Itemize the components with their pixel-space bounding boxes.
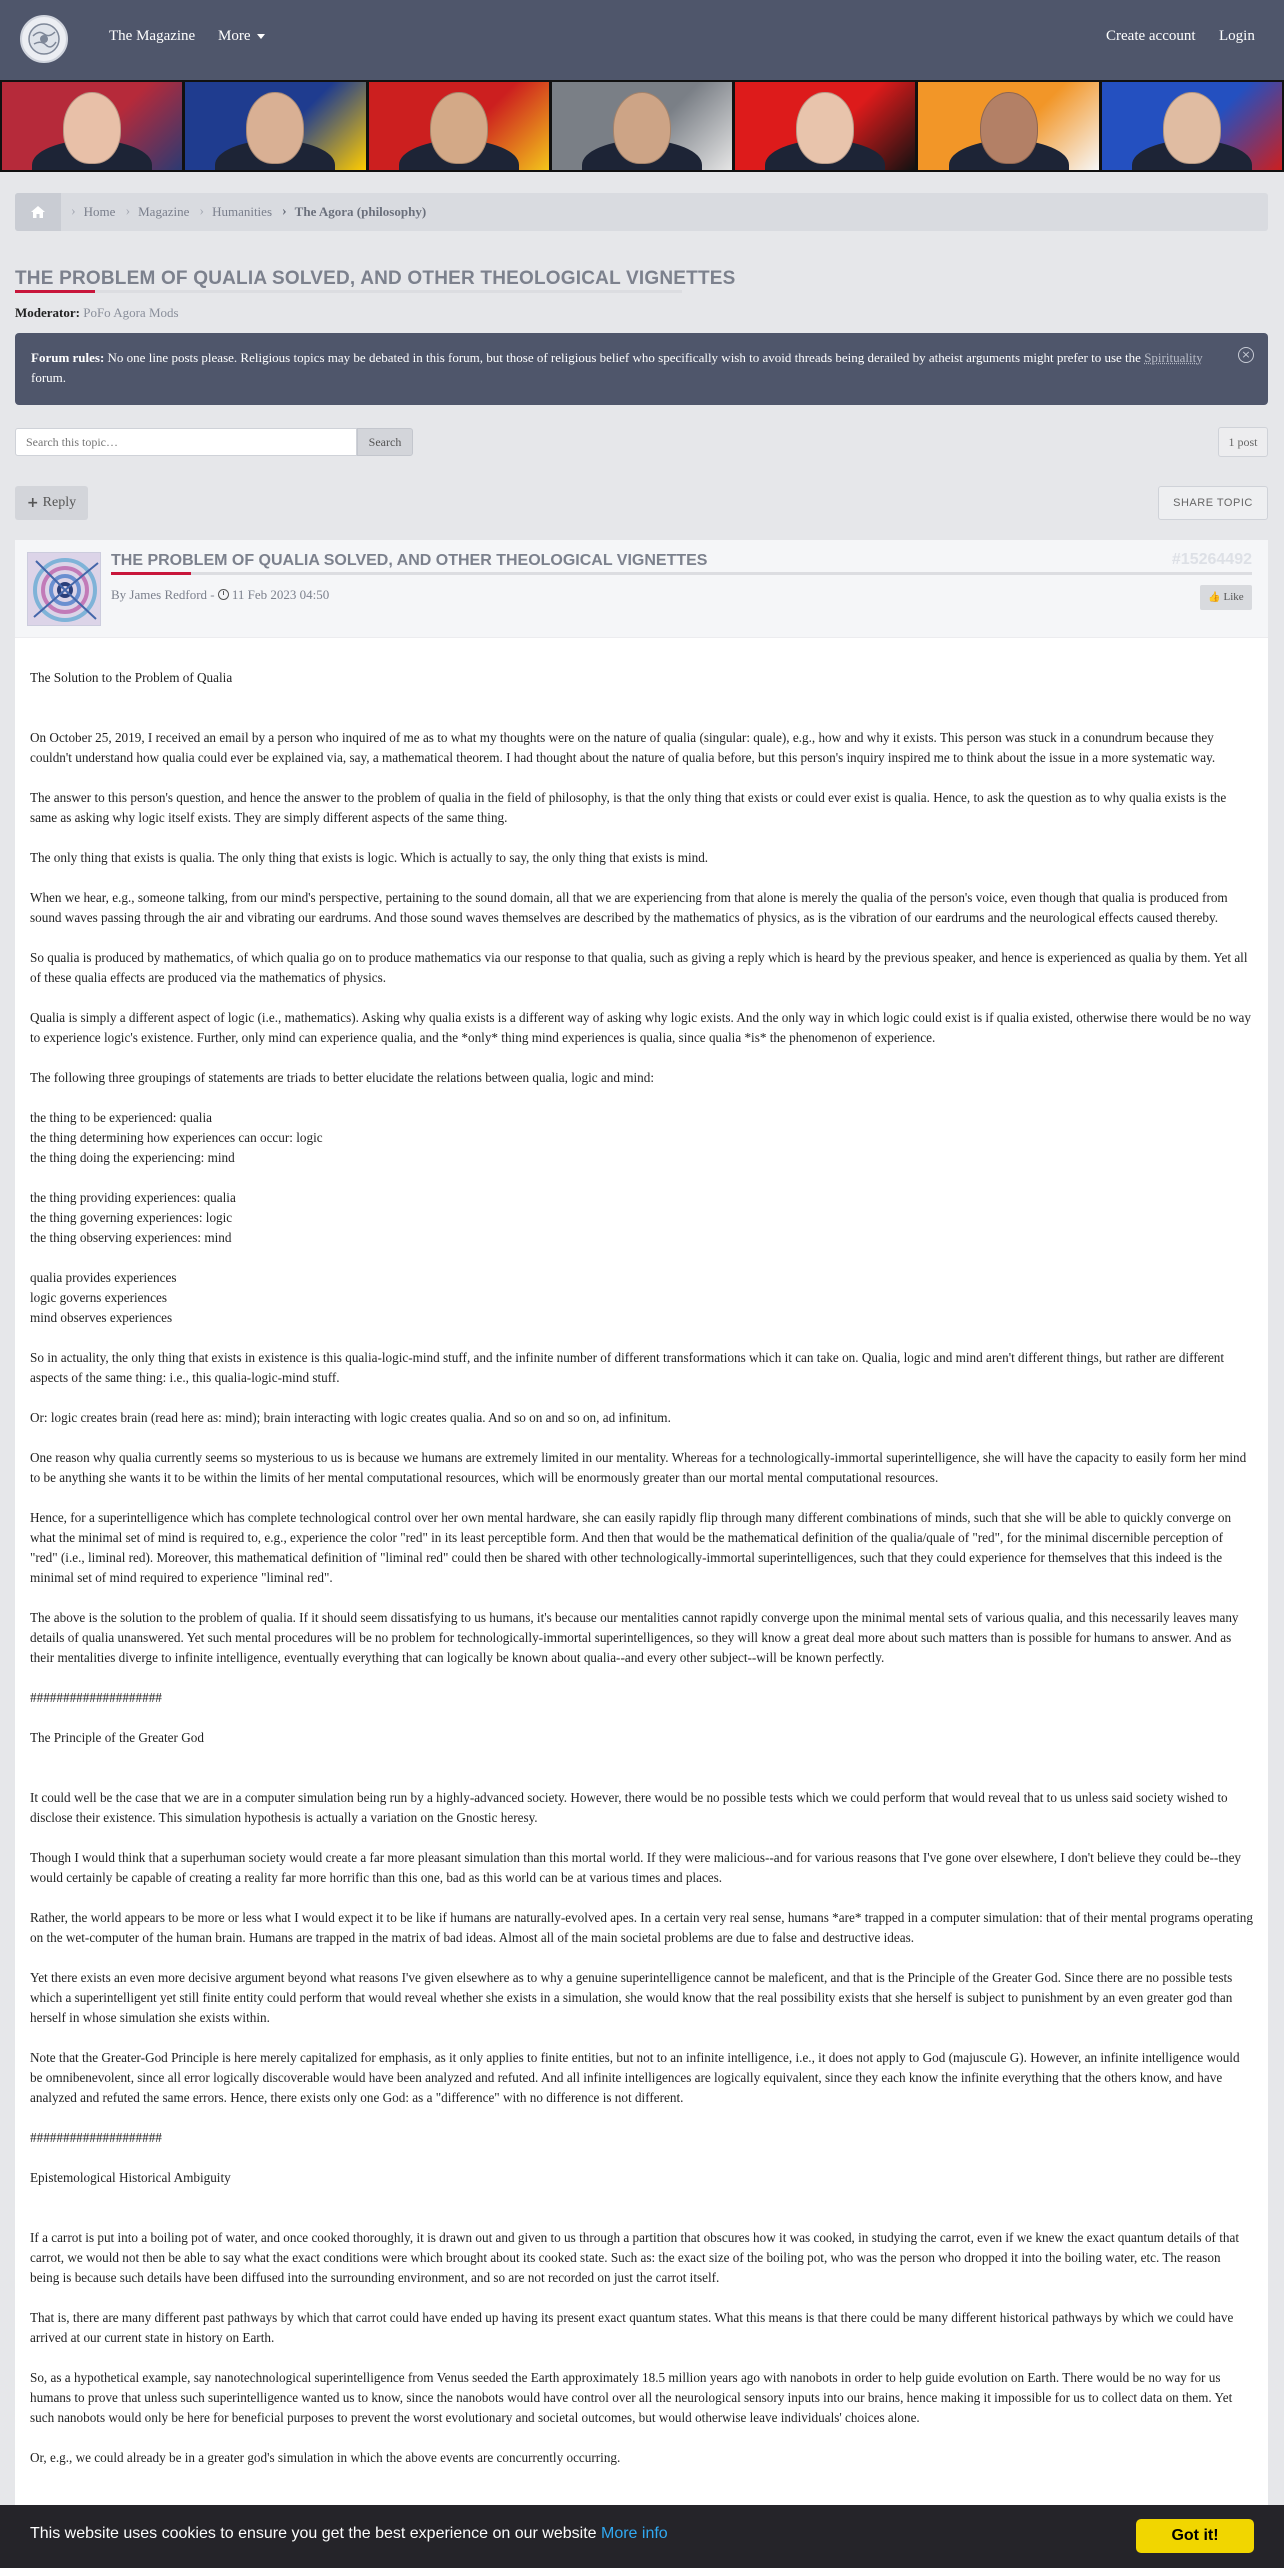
post-paragraph: If a carrot is put into a boiling pot of water, and once cooked thoroughly, it is drawn out and given to us through a partition that obscures how it was cooked, in studying the carrot, even if we knew the exact quantum details of that carrot, we would not then be able to say what the exact conditions were which brought about its cooked state. Such as: the exact size of the boiling pot, who was the person who dropped it into the boiling water, etc. The reason being is because such details have been diffused into the surrounding environment, and so are not recorded on just the carrot itself. (30, 2230, 1239, 2285)
like-label: Like (1223, 591, 1244, 603)
forum-rules-label: Forum rules: (31, 350, 105, 365)
breadcrumb-item[interactable] (125, 204, 189, 220)
breadcrumb-item[interactable] (199, 204, 272, 220)
clock-icon (218, 589, 229, 600)
moderator-link[interactable]: PoFo Agora Mods (83, 305, 179, 320)
triad-line: logic governs experiences (30, 1290, 167, 1305)
triad-line: the thing observing experiences: mind (30, 1230, 232, 1245)
post-paragraph: Note that the Greater-God Principle is here merely capitalized for emphasis, as it only applies to finite entities, but not to an infinite intelligence, i.e., it does not apply to God (majuscule G). However, an infinite intelligence would be omnibenevolent, since all error logically discoverable would have been analyzed and refuted. And all infinite intelligences are logically equivalent, since they each know the infinite everything that the others know, and have analyzed and refuted the same errors. Hence, there exists only one God: as a "difference" with no difference is not different. (30, 2050, 1240, 2105)
banner-portrait (735, 82, 915, 170)
login-link[interactable]: Login (1219, 28, 1255, 44)
page-title[interactable]: THE PROBLEM OF QUALIA SOLVED, AND OTHER THEOLOGICAL VIGNETTES (15, 268, 736, 289)
triad-line: mind observes experiences (30, 1310, 173, 1325)
breadcrumb-item-current[interactable] (282, 204, 426, 220)
triad-group (30, 1108, 1253, 1168)
post-paragraph: #################### (30, 2130, 162, 2145)
leaders-banner (0, 80, 1284, 172)
nav-more-label: More (218, 28, 251, 44)
home-icon (30, 205, 46, 219)
breadcrumb-home-button[interactable] (15, 193, 61, 231)
search-topic-input[interactable] (15, 428, 357, 456)
post-body (15, 638, 1268, 2468)
post-paragraph: Though I would think that a superhuman society would create a far more pleasant simulation than this mortal world. If they were malicious--and for various reasons that I've gone over elsewhere, I don't believe they could be--they would certainly be capable of creating a reality far more horrific than this one, bad as this world can be at various times and places. (30, 1850, 1242, 1885)
cookie-consent-bar (0, 2505, 1284, 2568)
cookie-message: This website uses cookies to ensure you get the best experience on our website (30, 2525, 597, 2542)
moderator-line (15, 305, 179, 321)
triad-line: the thing doing the experiencing: mind (30, 1150, 235, 1165)
chevron-right-icon: › (199, 204, 205, 219)
post-paragraph: So, as a hypothetical example, say nanotechnological superintelligence from Venus seeded the Earth approximately 18.5 million years ago with nanobots in order to help guide evolution on Earth. There would be no way for us humans to prove that unless such superintelligence wanted us to know, since the nanobots would have control over all the neurological sensory inputs into our brains, hence making it impossible for us to collect data on them. Yet such nanobots would only be here for beneficial purposes to prevent the worst evolutionary and societal outcomes, but would otherwise leave individuals' choices alone. (30, 2370, 1233, 2425)
share-topic-button[interactable]: SHARE TOPIC (1158, 486, 1268, 520)
post-paragraph: The only thing that exists is qualia. The only thing that exists is logic. Which is actually to say, the only thing that exists is mind. (30, 850, 709, 865)
cookie-more-info-link[interactable]: More info (601, 2525, 668, 2542)
title-underline (15, 290, 682, 293)
chevron-right-icon: › (71, 204, 76, 219)
spiral-avatar-icon (28, 553, 101, 626)
post-paragraph: #################### (30, 1690, 162, 1705)
breadcrumb-label: Magazine (138, 204, 190, 219)
create-account-link[interactable]: Create account (1106, 28, 1196, 44)
nav-magazine-link[interactable]: The Magazine (109, 28, 196, 44)
triad-group (30, 1268, 1253, 1328)
triad-line: the thing providing experiences: qualia (30, 1190, 236, 1205)
post-paragraph: That is, there are many different past pathways by which that carrot could have ended up having its present exact quantum states. What this means is that there could be many different historical pathways by which we could have arrived at our current state in history on Earth. (30, 2310, 1234, 2345)
post-paragraph: Qualia is simply a different aspect of logic (i.e., mathematics). Asking why qualia exists is a different way of asking why logic exists. And the only way in which logic could exist is if qualia existed, otherwise there would be no way to experience logic's existence. Further, only mind can experience qualia, and the *only* thing mind experiences is qualia, since qualia *is* the phenomenon of experience. (30, 1010, 1251, 1045)
post-number-link[interactable]: #15264492 (1171, 551, 1252, 568)
banner-portrait (369, 82, 549, 170)
post-paragraph: The Principle of the Greater God (30, 1730, 204, 1745)
like-button[interactable] (1200, 585, 1252, 610)
by-label: By (111, 587, 127, 602)
nav-more-dropdown[interactable] (218, 28, 265, 45)
post-paragraph: Hence, for a superintelligence which has complete technological control over her own mental hardware, she can easily rapidly flip through many different combinations of minds, such that she will be able to quickly converge on what the minimal set of mind is required to, e.g., experience the color "red" in its least perceptible form. And then that would be the mathematical definition of the qualia/quale of "red", for the minimal discernible perception of "red" (i.e., liminal red). Moreover, this mathematical definition of "liminal red" could then be shared with other technologically-immortal superintelligences, such that they could experience for themselves that this indeed is the minimal set of mind required to experience "liminal red". (30, 1510, 1232, 1585)
post-paragraph: Rather, the world appears to be more or less what I would expect it to be like if humans are naturally-evolved apes. In a certain very real sense, humans *are* trapped in a computer simulation: that of their mental programs operating on the wet-computer of the human brain. Humans are trapped in the matrix of bad ideas. Almost all of the main societal problems are due to false and destructive ideas. (30, 1910, 1253, 1945)
breadcrumb-label: The Agora (philosophy) (294, 204, 427, 219)
post-paragraph: The above is the solution to the problem of qualia. If it should seem dissatisfying to us humans, it's because our mentalities cannot rapidly converge upon the minimal mental sets of various qualia, and this necessarily leaves many details of qualia unanswered. Yet such mental procedures will be no problem for technologically-immortal superintelligences, so they will know a great deal more about such matters than is possible for humans to answer. And as their mentalities diverge to infinite intelligence, eventually everything that can logically be known about qualia--and every other subject--will be known perfectly. (30, 1610, 1239, 1665)
top-navbar (0, 0, 1284, 80)
breadcrumb-label: Humanities (212, 204, 272, 219)
thumbs-up-icon: 👍 (1208, 592, 1221, 603)
banner-portrait (2, 82, 182, 170)
avatar[interactable] (27, 552, 101, 626)
search-button[interactable]: Search (357, 428, 413, 456)
triad-line: the thing determining how experiences can occur: logic (30, 1130, 323, 1145)
post-paragraph: One reason why qualia currently seems so mysterious to us is because we humans are extremely limited in our mentality. Whereas for a technologically-immortal superintelligence, she will have the capacity to easily form her mind to be anything she wants it to be within the limits of her mental computational resources, which will be enormously greater than our mortal mental computational resources. (30, 1450, 1247, 1485)
banner-portrait (1102, 82, 1282, 170)
chevron-down-icon (257, 34, 265, 39)
post-paragraph: On October 25, 2019, I received an email by a person who inquired of me as to what my thoughts were on the nature of qualia (singular: quale), e.g., how and why it exists. This person was stuck in a conundrum because they couldn't understand how qualia could ever be explained via, say, a mathematical theorem. I had thought about the nature of qualia before, but this person's inquiry inspired me to think about the issue in a more systematic way. (30, 730, 1216, 765)
post-title-link[interactable]: THE PROBLEM OF QUALIA SOLVED, AND OTHER THEOLOGICAL VIGNETTES (111, 552, 708, 569)
author-link[interactable]: James Redford (129, 587, 208, 602)
banner-portrait (918, 82, 1098, 170)
moderator-label: Moderator: (15, 305, 80, 320)
spirituality-forum-link[interactable]: Spirituality (1144, 350, 1203, 365)
site-logo[interactable] (20, 15, 68, 63)
plus-icon: + (26, 495, 39, 511)
reply-button[interactable] (15, 486, 88, 520)
post-date: 11 Feb 2023 04:50 (231, 587, 330, 602)
cookie-accept-button[interactable]: Got it! (1136, 2519, 1254, 2553)
cookie-text-line (30, 2525, 668, 2543)
forum-rules-box (15, 333, 1268, 405)
triad-line: qualia provides experiences (30, 1270, 177, 1285)
post-paragraph: It could well be the case that we are in a computer simulation being run by a highly-advanced society. However, there would be no possible tests which we could perform that would reveal that to us unless said society wished to disclose their existence. This simulation hypothesis is actually a variation on the Gnostic heresy. (30, 1790, 1228, 1825)
reply-label: Reply (42, 495, 77, 510)
breadcrumb-label: Home (83, 204, 116, 219)
close-icon[interactable]: × (1238, 347, 1254, 363)
triad-group (30, 1188, 1253, 1248)
breadcrumb (15, 193, 1268, 231)
breadcrumb-item[interactable] (71, 204, 115, 220)
meta-separator: - (210, 587, 215, 602)
post-paragraph: When we hear, e.g., someone talking, from our mind's perspective, pertaining to the sound domain, all that we are experiencing from that alone is merely the qualia of the person's voice, even though that qualia is produced from sound waves passing through the air and vibrating our eardrums. And those sound waves themselves are described by the mathematics of physics, as is the vibration of our eardrums and the neurological effects caused thereby. (30, 890, 1228, 925)
chevron-right-icon: › (282, 204, 287, 219)
post-paragraph: So in actuality, the only thing that exists in existence is this qualia-logic-mind stuff, and the infinite number of different transformations which it can take on. Qualia, logic and mind aren't different things, but rather are different aspects of the same thing: i.e., this qualia-logic-mind stuff. (30, 1350, 1225, 1385)
post-paragraph: Yet there exists an even more decisive argument beyond what reasons I've given elsewhere as to why a genuine superintelligence cannot be maleficent, and that is the Principle of the Greater God. Since there are no possible tests which a superintelligent yet still finite entity could perform that would reveal whether she exists in a simulation, she would know that the real possibility exists that she herself is subject to punishment by an even greater god than herself in whose simulation she exists within. (30, 1970, 1233, 2025)
post-paragraph: Or, e.g., we could already be in a greater god's simulation in which the above events are concurrently occurring. (30, 2450, 621, 2465)
post-meta (111, 587, 329, 603)
post-paragraph: The following three groupings of statements are triads to better elucidate the relations between qualia, logic and mind: (30, 1070, 655, 1085)
forum-rules-text-end: forum. (31, 370, 67, 385)
post-paragraph: Or: logic creates brain (read here as: mind); brain interacting with logic creates qualia. And so on and so on, ad infinitum. (30, 1410, 671, 1425)
banner-portrait (552, 82, 732, 170)
post-paragraph: So qualia is produced by mathematics, of which qualia go on to produce mathematics via our response to that qualia, such as giving a reply which is heard by the previous speaker, and hence is experienced as qualia by them. Yet all of these qualia effects are produced via the mathematics of physics. (30, 950, 1248, 985)
post-count-badge: 1 post (1218, 427, 1268, 457)
triad-line: the thing to be experienced: qualia (30, 1110, 212, 1125)
post-paragraph: The Solution to the Problem of Qualia (30, 670, 233, 685)
post-title-underline (111, 572, 1252, 575)
post-card (15, 540, 1268, 2568)
post-paragraph: The answer to this person's question, and hence the answer to the problem of qualia in the field of philosophy, is that the only thing that exists or could ever exist is qualia. Hence, to ask the question as to why qualia exists is the same as asking why logic itself exists. They are simply different aspects of the same thing. (30, 790, 1227, 825)
post-paragraph: Epistemological Historical Ambiguity (30, 2170, 231, 2185)
chevron-right-icon: › (125, 204, 131, 219)
triad-line: the thing governing experiences: logic (30, 1210, 233, 1225)
globe-logo-icon (27, 22, 61, 56)
banner-portrait (185, 82, 365, 170)
forum-rules-text: No one line posts please. Religious topics may be debated in this forum, but those of religious belief who specifically wish to avoid threads being derailed by atheist arguments might prefer to use the (107, 350, 1141, 365)
post-header (15, 540, 1268, 638)
